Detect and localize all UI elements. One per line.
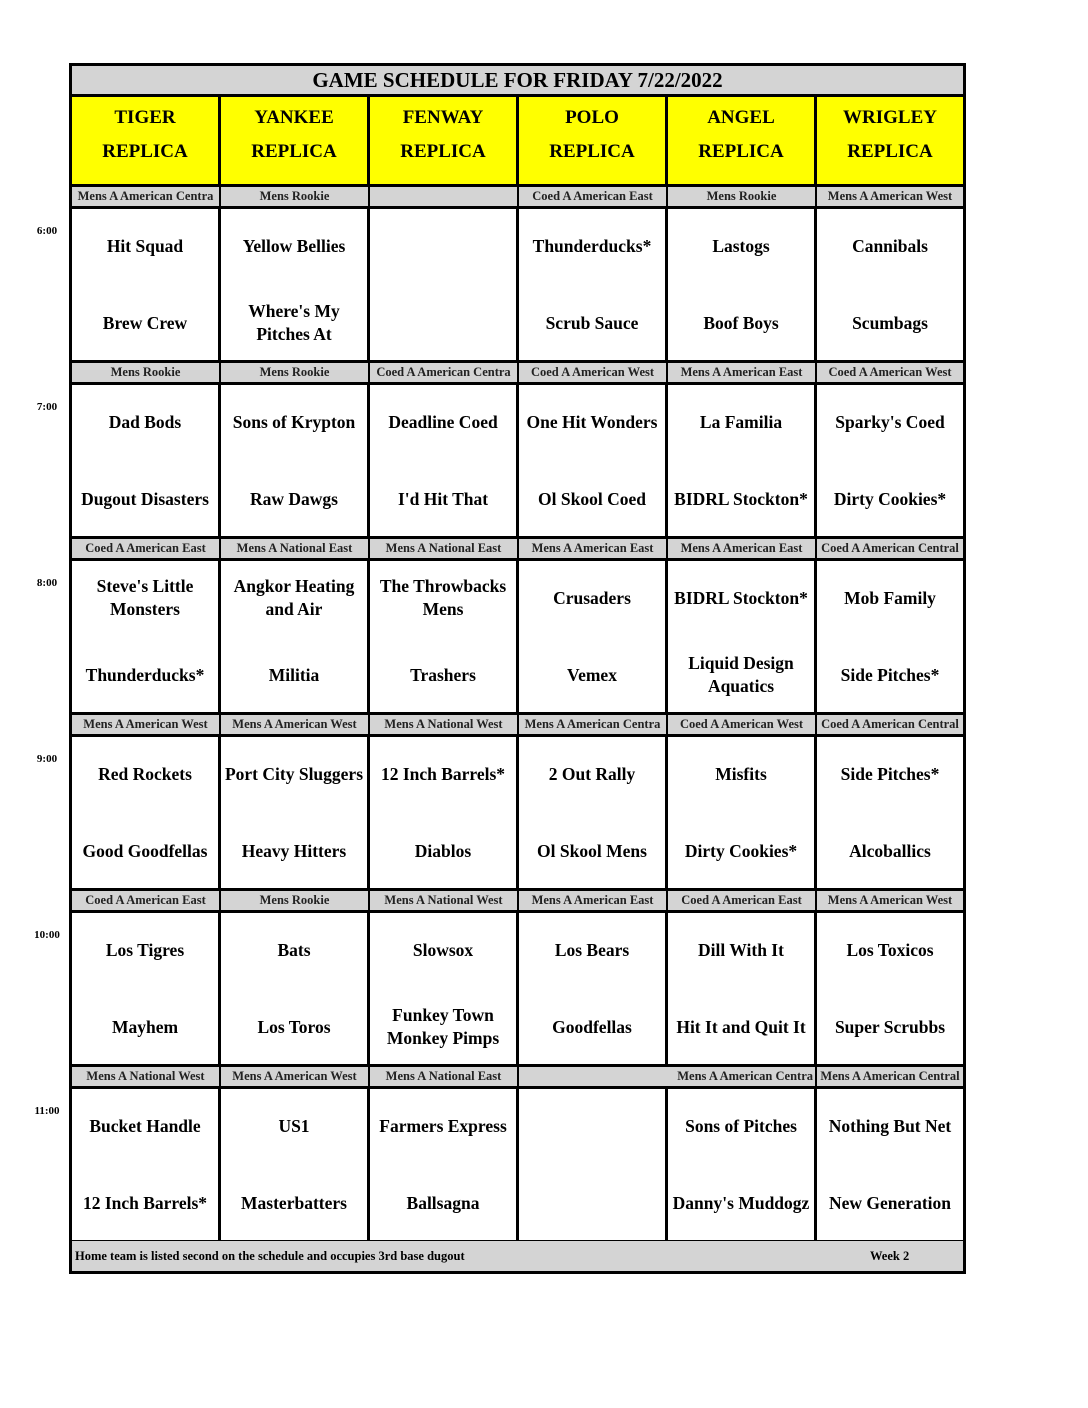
home-team: Trashers (410, 664, 476, 685)
away-team: 2 Out Rally (548, 763, 636, 784)
game-cell (668, 1089, 817, 1240)
division-label: Coed A American East (72, 891, 221, 910)
division-row (72, 1067, 963, 1089)
field-name: YANKEE (254, 107, 334, 128)
game-cell (221, 737, 370, 888)
game-cell (221, 561, 370, 712)
game-cell (72, 209, 221, 360)
away-team: La Familia (699, 411, 783, 432)
week-label: Week 2 (870, 1249, 910, 1263)
time-label: 6:00 (36, 225, 58, 237)
home-team: Dugout Disasters (81, 488, 209, 509)
division-label: Mens A National East (370, 1067, 519, 1086)
division-label: Mens A American Central (820, 1069, 960, 1083)
game-cell (72, 1089, 221, 1240)
home-team: 12 Inch Barrels* (82, 1192, 208, 1213)
game-cell (668, 913, 817, 1064)
division-label: Mens A American East (668, 363, 817, 382)
division-label: Coed A American West (828, 365, 952, 379)
division-label: Coed A American East (668, 891, 817, 910)
division-label: Mens A National East (370, 539, 519, 558)
home-team: Boof Boys (703, 312, 779, 333)
schedule-footer (72, 1241, 963, 1271)
time-label: 9:00 (36, 753, 58, 765)
field-subtitle: REPLICA (847, 141, 933, 162)
home-team: New Generation (829, 1192, 951, 1213)
game-cell (817, 737, 963, 888)
away-team: Cannibals (852, 235, 928, 256)
division-label: Coed A American East (72, 539, 221, 558)
away-team: Dad Bods (108, 411, 182, 432)
away-team: Los Toxicos (846, 939, 934, 960)
game-cell (668, 737, 817, 888)
division-row (72, 363, 963, 385)
field-header-fenway (370, 97, 519, 184)
time-slot-row (72, 539, 963, 715)
away-team (519, 1101, 665, 1151)
home-team: Good Goodfellas (82, 840, 208, 861)
home-team: Ballsagna (406, 1192, 480, 1213)
home-team: Dirty Cookies* (684, 840, 798, 861)
division-label: Mens Rookie (221, 187, 370, 206)
away-team: Port City Sluggers (224, 763, 364, 784)
division-label: Mens A National East (221, 539, 370, 558)
field-subtitle: REPLICA (251, 141, 337, 162)
home-team: Scumbags (852, 312, 928, 333)
field-subtitle: REPLICA (698, 141, 784, 162)
division-label: Coed A American Central (821, 541, 959, 555)
division-label: Mens A National West (72, 1067, 221, 1086)
time-label: 11:00 (34, 1105, 60, 1117)
away-team: Nothing But Net (828, 1115, 952, 1136)
game-cell (817, 913, 963, 1064)
time-label: 10:00 (34, 929, 60, 941)
field-name: ANGEL (707, 107, 775, 128)
division-row (72, 539, 963, 561)
field-subtitle: REPLICA (102, 141, 188, 162)
division-label: Mens A American West (827, 189, 953, 203)
division-label: Mens A National West (370, 715, 519, 734)
home-team: Mayhem (111, 1016, 179, 1037)
game-cell (668, 385, 817, 536)
home-team: Brew Crew (102, 312, 188, 333)
division-label: Mens Rookie (72, 363, 221, 382)
field-header-row (72, 97, 963, 187)
away-team: Deadline Coed (388, 411, 498, 432)
away-team: Los Tigres (105, 939, 185, 960)
division-label: Mens A American Centra (519, 715, 668, 734)
game-cell (221, 913, 370, 1064)
time-slot-row (72, 891, 963, 1067)
games-row (72, 737, 963, 891)
games-row (72, 1089, 963, 1243)
game-cell (221, 209, 370, 360)
game-cell (72, 913, 221, 1064)
division-label: Mens A American Centra (72, 187, 221, 206)
division-label: Coed A American Centra (370, 363, 519, 382)
division-row (72, 187, 963, 209)
home-team: Heavy Hitters (241, 840, 347, 861)
game-cell (817, 1089, 963, 1240)
division-label: Coed A American East (519, 187, 668, 206)
field-subtitle: REPLICA (400, 141, 486, 162)
home-team: Militia (268, 664, 320, 685)
away-team: Slowsox (412, 939, 474, 960)
games-row (72, 385, 963, 539)
schedule-title: GAME SCHEDULE FOR FRIDAY 7/22/2022 (72, 66, 963, 97)
home-team: Raw Dawgs (250, 488, 338, 509)
game-cell (817, 561, 963, 712)
game-cell (668, 561, 817, 712)
footer-note: Home team is listed second on the schedule and occupies 3rd base dugout (75, 1249, 465, 1263)
game-cell (817, 209, 963, 360)
division-label: Mens A American West (221, 1067, 370, 1086)
game-cell (221, 1089, 370, 1240)
division-label: Coed A American West (668, 715, 817, 734)
time-slot-row (72, 363, 963, 539)
away-team: Hit Squad (106, 235, 184, 256)
away-team: Sparky's Coed (835, 411, 945, 432)
away-team: The Throwbacks Mens (379, 576, 507, 619)
game-cell (72, 385, 221, 536)
division-label (370, 187, 519, 206)
away-team: 12 Inch Barrels* (380, 763, 506, 784)
away-team: Steve's Little Monsters (96, 576, 194, 619)
field-name: POLO (565, 107, 619, 128)
division-label: Mens Rookie (221, 363, 370, 382)
away-team: Yellow Bellies (242, 235, 346, 256)
home-team: Funkey Town Monkey Pimps (386, 1005, 500, 1048)
away-team: Farmers Express (379, 1115, 507, 1136)
home-team: Scrub Sauce (545, 312, 639, 333)
game-cell (519, 913, 668, 1064)
game-cell (72, 561, 221, 712)
field-header-yankee (221, 97, 370, 184)
field-header-angel (668, 97, 817, 184)
game-cell (370, 913, 519, 1064)
away-team: Lastogs (712, 235, 770, 256)
game-cell (370, 209, 519, 360)
field-name: FENWAY (402, 107, 484, 128)
time-label: 7:00 (36, 401, 58, 413)
home-team: Diablos (414, 840, 472, 861)
division-label: Mens A National West (370, 891, 519, 910)
field-header-wrigley (817, 97, 963, 184)
game-cell (370, 561, 519, 712)
schedule-table (69, 63, 966, 1274)
away-team: Bucket Handle (89, 1115, 201, 1136)
time-slot-row (72, 187, 963, 363)
away-team: Side Pitches* (840, 763, 940, 784)
away-team: Los Bears (554, 939, 630, 960)
home-team: Danny's Muddogz (672, 1192, 810, 1213)
home-team (519, 1178, 665, 1228)
away-team: Misfits (715, 763, 767, 784)
home-team: Vemex (567, 664, 617, 685)
home-team: I'd Hit That (397, 488, 489, 509)
away-team: Crusaders (553, 587, 631, 608)
game-cell (72, 737, 221, 888)
home-team: Where's My Pitches At (248, 301, 340, 344)
field-header-polo (519, 97, 668, 184)
division-label: Mens A American East (668, 539, 817, 558)
game-cell (370, 385, 519, 536)
game-cell (519, 209, 668, 360)
away-team: Dill With It (698, 939, 784, 960)
home-team: Goodfellas (552, 1016, 632, 1037)
division-label: Mens A American Centra (519, 1067, 817, 1086)
home-team: Hit It and Quit It (676, 1016, 806, 1037)
division-label: Mens Rookie (221, 891, 370, 910)
away-team: US1 (278, 1115, 310, 1136)
field-name: TIGER (114, 107, 176, 128)
away-team: Sons of Krypton (232, 411, 356, 432)
game-cell (221, 385, 370, 536)
game-cell (519, 737, 668, 888)
home-team: Masterbatters (241, 1192, 347, 1213)
division-label: Mens A American West (72, 715, 221, 734)
time-label: 8:00 (36, 577, 58, 589)
game-cell (370, 1089, 519, 1240)
game-cell (817, 385, 963, 536)
division-label: Mens A American East (519, 539, 668, 558)
games-row (72, 209, 963, 363)
away-team: Thunderducks* (532, 235, 652, 256)
home-team: Dirty Cookies* (833, 488, 947, 509)
field-header-tiger (72, 97, 221, 184)
game-cell (519, 1089, 668, 1240)
game-cell (668, 209, 817, 360)
game-cell (519, 561, 668, 712)
home-team: Super Scrubbs (834, 1016, 946, 1037)
home-team: Thunderducks* (85, 664, 205, 685)
games-row (72, 561, 963, 715)
away-team: Sons of Pitches (685, 1115, 797, 1136)
game-cell (519, 385, 668, 536)
home-team: BIDRL Stockton* (674, 488, 808, 509)
away-team (370, 221, 516, 271)
home-team: Ol Skool Mens (537, 840, 647, 861)
away-team: Angkor Heating and Air (233, 576, 355, 619)
division-row (72, 715, 963, 737)
field-subtitle: REPLICA (549, 141, 635, 162)
away-team: Bats (277, 939, 311, 960)
division-label: Mens A American East (519, 891, 668, 910)
away-team: Red Rockets (98, 763, 192, 784)
field-name: WRIGLEY (843, 107, 937, 128)
home-team: Alcoballics (849, 840, 931, 861)
division-row (72, 891, 963, 913)
game-cell (370, 737, 519, 888)
division-label: Mens A American West (827, 893, 953, 907)
division-label: Mens Rookie (668, 187, 817, 206)
home-team: Ol Skool Coed (538, 488, 646, 509)
home-team (370, 298, 516, 348)
home-team: Los Toros (257, 1016, 331, 1037)
time-slot-row (72, 715, 963, 891)
home-team: Liquid Design Aquatics (688, 653, 794, 696)
division-label: Coed A American West (519, 363, 668, 382)
time-slot-row (72, 1067, 963, 1243)
games-row (72, 913, 963, 1067)
away-team: Mob Family (844, 587, 936, 608)
away-team: One Hit Wonders (526, 411, 658, 432)
away-team: BIDRL Stockton* (674, 587, 808, 608)
home-team: Side Pitches* (840, 664, 940, 685)
division-label: Coed A American Central (821, 717, 959, 731)
division-label: Mens A American West (221, 715, 370, 734)
